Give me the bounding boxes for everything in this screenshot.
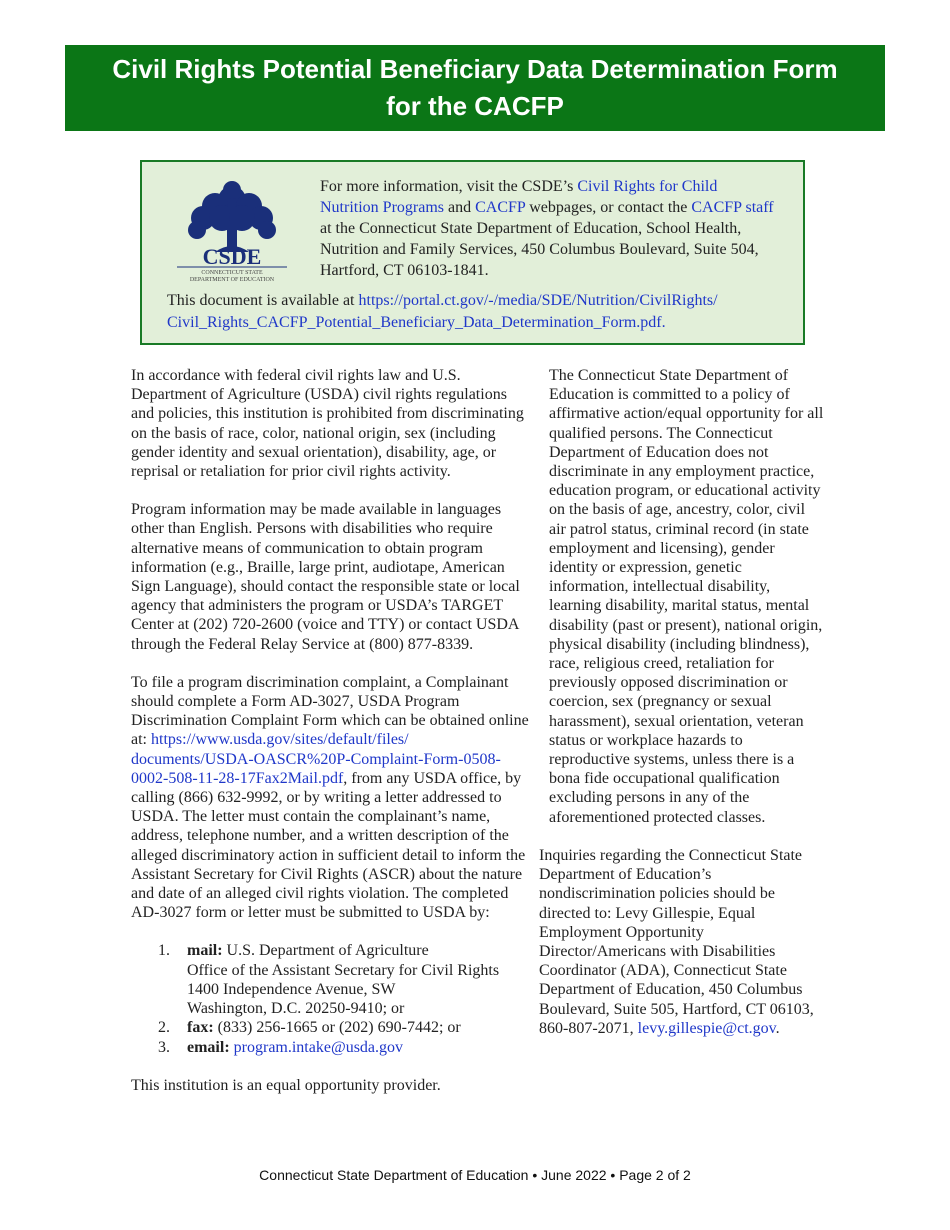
availability-prefix: This document is available at	[167, 292, 359, 309]
equal-opportunity-statement: This institution is an equal opportunity provider.	[131, 1076, 441, 1094]
submission-methods-list	[131, 941, 531, 1056]
info-text-suffix: at the Connecticut State Department of Education, School Health, Nutrition and Family Services, 450 Columbus Boulevard, Suite 504, Hartford, CT 06103-1841.	[320, 220, 759, 279]
complaint-prefix: To file a program discrimination complaint, a Complainant should complete a Form AD-3027, USDA Program Discrimination Complaint Form which can be obtained online at:	[131, 673, 529, 749]
nondiscrimination-statement: In accordance with federal civil rights law and U.S. Department of Agriculture (USDA) civil rights regulations and policies, this institution is prohibited from discriminating on the basis of race, color, national origin, sex (including gender identity and sexual orientation), disability, age, or reprisal or retaliation for prior civil rights activity.	[131, 367, 524, 481]
complaint-paragraph	[131, 673, 531, 923]
civil-rights-link[interactable]: Civil Rights for Child Nutrition Programs	[320, 178, 718, 216]
inquiries-paragraph: Inquiries regarding the Connecticut State Department of Education’s nondiscrimination policies should be directed to: Levy Gillespie, Equal Employment Opportunity Director/Americans with Disabilities Coordinator (ADA), Connecticut State Department of Education, 450 Columbus Boulevard, Suite 505, Hartford, CT 06103, 860-807-2071, levy.gillespie@ct.gov.	[539, 847, 814, 1037]
document-url-link[interactable]: https://portal.ct.gov/-/media/SDE/Nutrition/CivilRights/ Civil_Rights_CACFP_Potential_Beneficiary_Data_Determination_Form.pdf.	[167, 292, 718, 331]
list-number: 3.	[158, 1038, 170, 1056]
complaint-suffix: , from any USDA office, by calling (866) 632-9992, or by writing a letter addressed to USDA. The letter must contain the complainant’s name, address, telephone number, and a written description of the alleged discriminatory action in sufficient detail to inform the Assistant Secretary for Civil Rights (ASCR) about the nature and date of an alleged civil rights violation. The completed AD-3027 form or letter must be submitted to USDA by:	[131, 769, 526, 922]
list-item-email	[131, 1038, 531, 1057]
page-footer: Connecticut State Department of Education • June 2022 • Page 2 of 2	[259, 1167, 691, 1183]
cacfp-staff-link[interactable]: CACFP staff	[691, 199, 774, 216]
info-text	[320, 176, 775, 281]
list-item-fax: 2. fax: (833) 256-1665 or (202) 690-7442; or	[158, 1019, 461, 1037]
ct-policy-paragraph: The Connecticut State Department of Education is committed to a policy of affirmative action/equal opportunity for all qualified persons. The Connecticut Department of Education does not discriminate in any employment practice, education program, or educational activity on the basis of age, ancestry, color, civil air patrol status, criminal record (in state employment and licensing), gender identity or expression, genetic information, intellectual disability, learning disability, marital status, mental disability (past or present), national origin, physical disability (including blindness), race, religious creed, retaliation for previously opposed discrimination or coercion, sex (pregnancy or sexual harassment), sexual orientation, veteran status or workplace hazards to reproductive systems, unless there is a bona fide occupational qualification excluding persons in any of the aforementioned protected classes.	[549, 367, 824, 826]
csde-logo-icon	[167, 178, 297, 282]
page-title-line1: Civil Rights Potential Beneficiary Data Determination Form	[112, 54, 838, 84]
logo-subtext-2: DEPARTMENT OF EDUCATION	[189, 277, 275, 282]
list-label-fax: fax:	[187, 1019, 214, 1037]
logo-subtext-1: CONNECTICUT STATE	[201, 270, 263, 276]
cacfp-link[interactable]: CACFP	[475, 199, 526, 216]
program-information-paragraph: Program information may be made available in languages other than English. Persons with disabilities who require alternative means of communication to obtain program information (e.g., Braille, large print, audiotape, American Sign Language), should contact the responsible state or local agency that administers the program or USDA’s TARGET Center at (202) 720-2600 (voice and TTY) or contact USDA through the Federal Relay Service at (800) 877-8339.	[131, 501, 520, 653]
list-label-email: email:	[187, 1038, 230, 1056]
list-number: 2.	[158, 1019, 170, 1037]
left-column	[131, 366, 531, 1095]
info-box	[140, 160, 805, 345]
list-number: 1.	[158, 942, 170, 960]
info-text-and: and	[444, 199, 476, 216]
info-text-webpages: webpages, or contact the	[525, 199, 692, 216]
list-item-mail: 1. mail: U.S. Department of Agriculture Office of the Assistant Secretary for Civil Rights 1400 Independence Avenue, SW Washington, D.C. 20250-9410; or	[158, 942, 500, 1018]
page-title-banner	[65, 45, 885, 131]
logo-text: CSDE	[202, 244, 262, 269]
page-title-line2: for the CACFP	[386, 91, 564, 121]
complaint-form-link[interactable]: https://www.usda.gov/sites/default/files/ documents/USDA-OASCR%20P-Complaint-Form-0508- 0002-508-11-28-17Fax2Mail.pdf	[131, 731, 501, 787]
list-label-mail: mail:	[187, 942, 223, 960]
info-text-prefix: For more information, visit the CSDE’s	[320, 178, 578, 195]
contact-email-link[interactable]: levy.gillespie@ct.gov	[637, 1019, 776, 1037]
usda-email-link[interactable]: program.intake@usda.gov	[233, 1038, 404, 1056]
document-availability	[167, 290, 797, 334]
